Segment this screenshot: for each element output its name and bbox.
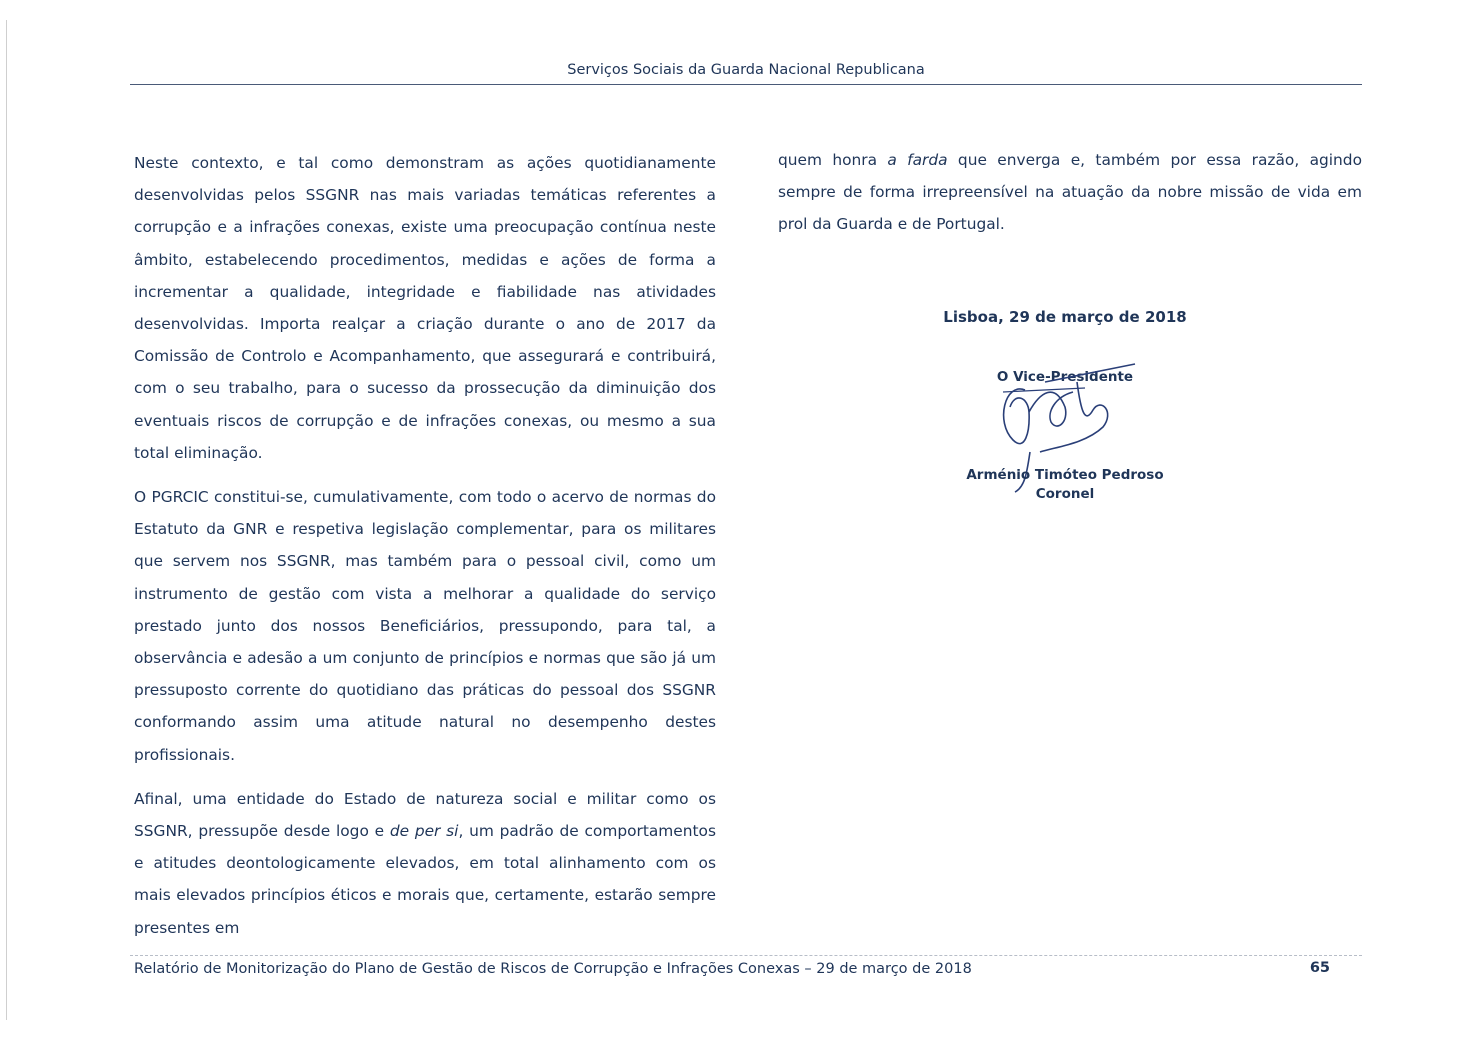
right-column [778,144,1362,241]
page-number: 65 [1309,960,1330,976]
header-rule [130,84,1362,85]
page-edge [6,20,7,1020]
italic-de-per-si: de per si [389,822,459,841]
paragraph-context: Neste contexto, e tal como demonstram as ações quotidianamente desenvolvidas pelos SSGNR nas mais variadas temáticas referentes a corrupção e a infrações conexas, existe uma preocupação contínua neste âmbito, estabelecendo procedimentos, medidas e ações de forma a incrementar a qualidade, integridade e fiabilidade nas atividades desenvolvidas. Importa realçar a criação durante o ano de 2017 da Comissão de Controlo e Acompanhamento, que assegurará e contribuirá, com o seu trabalho, para o sucesso da prossecução da diminuição dos eventuais riscos de corrupção e de infrações conexas, ou mesmo a sua total eliminação. [134,154,716,462]
signatory-rank: Coronel [1035,486,1095,502]
paragraph-continuation [778,144,1362,241]
paragraph-entity [134,783,716,944]
paragraph-entity-start: Afinal, uma entidade do Estado de natureza social e militar como os SSGNR, pressupõe desde logo e [134,789,716,841]
paragraph-entity-end: , um padrão de comportamentos e atitudes deontologicamente elevados, em total alinhamento com os mais elevados princípios éticos e morais que, certamente, estarão sempre presentes em [134,822,716,937]
left-column [134,147,716,956]
signatory-name: Arménio Timóteo Pedroso [966,467,1164,483]
paragraph-continuation-start: quem honra [778,151,888,169]
signature-date: Lisboa, 29 de março de 2018 [943,308,1187,326]
italic-a-farda: a farda [887,151,948,169]
paragraph-pgrcic: O PGRCIC constitui-se, cumulativamente, com todo o acervo de normas do Estatuto da GNR e respetiva legislação complementar, para os militares que servem nos SSGNR, mas também para o pessoal civil, como um instrumento de gestão com vista a melhorar a qualidade do serviço prestado junto dos nossos Beneficiários, pressupondo, para tal, a observância e adesão a um conjunto de princípios e normas que são já um pressuposto corrente do quotidiano das práticas do pessoal dos SSGNR conformando assim uma atitude natural no desempenho destes profissionais. [134,488,716,764]
paragraph-continuation-end: que enverga e, também por essa razão, agindo sempre de forma irrepreensível na atuação da nobre missão de vida em prol da Guarda e de Portugal. [778,151,1362,234]
signature-title: O Vice-Presidente [996,369,1134,385]
page-header-title: Serviços Sociais da Guarda Nacional Republicana [567,62,925,78]
footer-report-title: Relatório de Monitorização do Plano de Gestão de Riscos de Corrupção e Infrações Conexas – 29 de março de 2018 [134,961,972,977]
footer-rule [130,955,1362,956]
